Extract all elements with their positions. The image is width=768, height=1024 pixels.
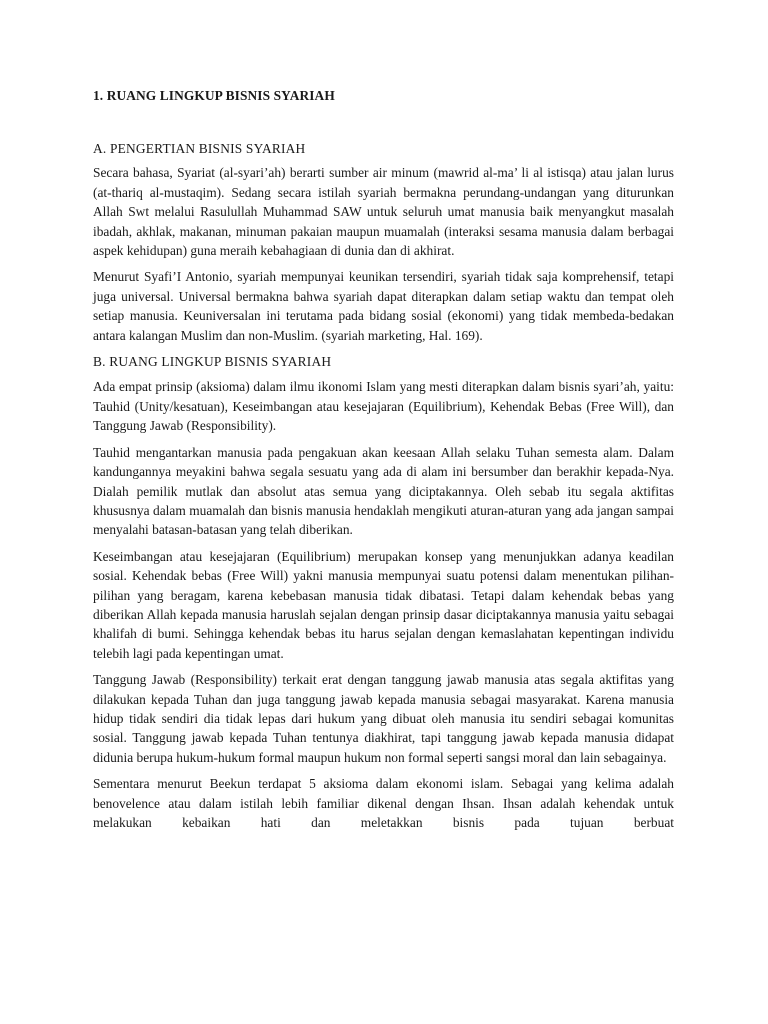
document-page [93,86,674,839]
section-b-paragraph-4: Tanggung Jawab (Responsibility) terkait erat dengan tanggung jawab manusia atas segala aktifitas yang dilakukan kepada Tuhan dan juga tanggung jawab kepada manusia sebagai masyarakat. Karena manusia hidup tidak sendiri dia tidak lepas dari hukum yang dibuat oleh manusia itu sendiri sebagai komunitas sosial. Tanggung jawab kepada Tuhan tentunya diakhirat, tapi tanggung jawab kepada manusia didapat didunia berupa hukum-hukum formal maupun hukum non formal seperti sangsi moral dan lain sebagainya. [93,672,674,765]
section-b-heading: B. RUANG LINGKUP BISNIS SYARIAH [93,354,332,370]
section-b-paragraph-5: Sementara menurut Beekun terdapat 5 aksioma dalam ekonomi islam. Sebagai yang kelima adalah benovelence atau dalam istilah lebih familiar dikenal dengan Ihsan. Ihsan adalah kehendak untuk melakukan kebaikan hati dan meletakkan bisnis pada tujuan berbuat [93,776,674,830]
section-b-paragraph-2: Tauhid mengantarkan manusia pada pengakuan akan keesaan Allah selaku Tuhan semesta alam. Dalam kandungannya meyakini bahwa segala sesuatu yang ada di alam ini bersumber dan berakhir kepada-Nya. Dialah pemilik mutlak dan absolut atas semua yang diciptakannya. Oleh sebab itu segala aktifitas khususnya dalam muamalah dan bisnis manusia hendaklah mengikuti aturan-aturan yang ada jangan sampai menyalahi batasan-batasan yang telah diberikan. [93,444,674,538]
section-a-paragraph-1: Secara bahasa, Syariat (al-syari’ah) berarti sumber air minum (mawrid al-ma’ li al istisqa) atau jalan lurus (at-thariq al-mustaqim). Sedang secara istilah syariah bermakna perundang-undangan yang diturunkan Allah Swt melalui Rasulullah Muhammad SAW untuk seluruh umat manusia baik menyangkut masalah ibadah, akhlak, makanan, minuman pakaian maupun muamalah (interaksi sesama manusia dalam berbagai aspek kehidupan) guna meraih kebahagiaan di dunia dan di akhirat. [93,165,674,259]
section-b-paragraph-1: Ada empat prinsip (aksioma) dalam ilmu ikonomi Islam yang mesti diterapkan dalam bisnis syari’ah, yaitu: Tauhid (Unity/kesatuan), Keseimbangan atau kesejajaran (Equilibrium), Kehendak Bebas (Free Will), dan Tanggung Jawab (Responsibility). [93,379,674,434]
section-a-heading: A. PENGERTIAN BISNIS SYARIAH [93,141,306,156]
section-a-paragraph-2: Menurut Syafi’I Antonio, syariah mempunyai keunikan tersendiri, syariah tidak saja komprehensif, tetapi juga universal. Universal bermakna bahwa syariah dapat diterapkan dalam setiap waktu dan tempat oleh setiap manusia. Keuniversalan ini terutama pada bidang sosial (ekonomi) yang tidak membeda-bedakan antara kalangan Muslim dan non-Muslim. (syariah marketing, Hal. 169). [93,269,674,343]
section-b-paragraph-3: Keseimbangan atau kesejajaran (Equilibrium) merupakan konsep yang menunjukkan adanya keadilan sosial. Kehendak bebas (Free Will) yakni manusia mempunyai suatu potensi dalam menentukan pilihan-pilihan yang beragam, karena kebebasan manusia tidak dibatasi. Tetapi dalam kehendak bebas yang diberikan Allah kepada manusia haruslah sejalan dengan prinsip dasar diciptakannya manusia yaitu sebagai khalifah di bumi. Sehingga kehendak bebas itu harus sejalan dengan kemaslahatan kepentingan individu telebih lagi pada kepentingan umat. [93,548,674,661]
document-title: 1. RUANG LINGKUP BISNIS SYARIAH [93,88,335,103]
